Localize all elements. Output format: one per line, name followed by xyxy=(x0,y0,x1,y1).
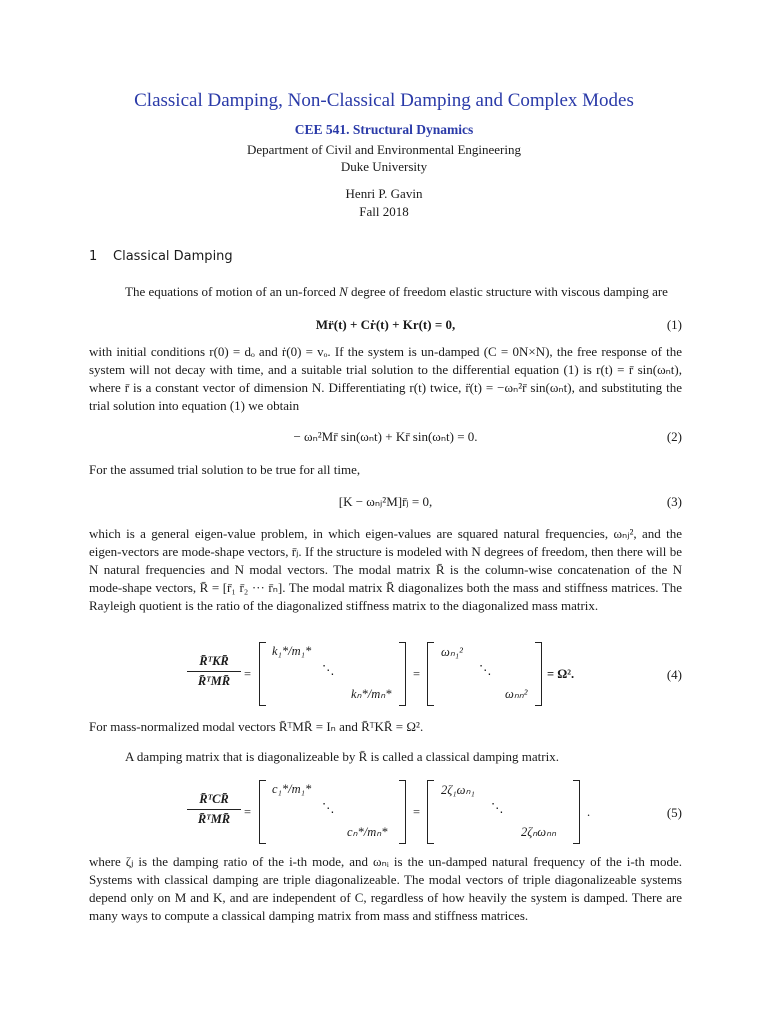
paragraph-5: For mass-normalized modal vectors R̄ᵀMR̄ = Iₙ and R̄ᵀKR̄ = Ω². xyxy=(89,719,424,734)
matrix-entry-z1: 2ζ₁ωₙ₁ xyxy=(441,783,475,797)
term: Fall 2018 xyxy=(359,204,409,219)
right-bracket xyxy=(573,780,580,844)
equation-3-number: (3) xyxy=(666,494,682,509)
paragraph-1: The equations of motion of an un-forced N degree of freedom elastic structure with viscous damping are xyxy=(125,284,668,299)
equation-4-number: (4) xyxy=(666,667,682,682)
equation-5-numerator: R̄ᵀCR̄ xyxy=(199,792,229,806)
equation-3 xyxy=(89,494,682,514)
paragraph-1-text-a: The equations of motion of an un-forced xyxy=(125,284,340,299)
department: Department of Civil and Environmental Engineering xyxy=(246,142,521,157)
paragraph-6: A damping matrix that is diagonalizeable by R̄ is called a classical damping matrix. xyxy=(125,749,559,764)
equation-2-number: (2) xyxy=(666,429,682,444)
equation-5-fraction xyxy=(187,792,241,827)
matrix-entry-w1: ωₙ₁² xyxy=(441,645,463,659)
paragraph-3: For the assumed trial solution to be true for all time, xyxy=(89,462,361,477)
equation-5-eq-sign-2: = xyxy=(413,805,421,819)
course-name: CEE 541. Structural Dynamics xyxy=(294,122,474,137)
matrix-entry-k1: k₁*/m₁* xyxy=(272,644,312,658)
left-bracket xyxy=(427,780,434,844)
equation-4-rhs: = Ω². xyxy=(547,667,575,681)
equation-5 xyxy=(89,778,682,848)
ddots: ⋱ xyxy=(322,801,335,815)
matrix-entry-c1: c₁*/m₁* xyxy=(272,782,312,796)
paper-title: Classical Damping, Non-Classical Damping and Complex Modes xyxy=(134,90,634,111)
ddots: ⋱ xyxy=(322,663,335,677)
equation-2-body: − ωₙ²Mr̄ sin(ωₙt) + Kr̄ sin(ωₙt) = 0. xyxy=(293,429,478,444)
equation-5-eq-sign-1: = xyxy=(244,805,252,819)
equation-4-fraction xyxy=(187,654,241,689)
left-bracket xyxy=(427,642,434,706)
section-number: 1 xyxy=(89,249,98,264)
ddots: ⋱ xyxy=(491,801,504,815)
equation-5-number: (5) xyxy=(666,805,682,820)
equation-4-numerator: R̄ᵀKR̄ xyxy=(199,654,229,668)
right-bracket xyxy=(535,642,542,706)
equation-1-body: Mr̈(t) + Cṙ(t) + Kr(t) = 0, xyxy=(315,317,456,332)
author: Henri P. Gavin xyxy=(345,186,423,201)
university: Duke University xyxy=(340,159,428,174)
matrix-entry-kN: kₙ*/mₙ* xyxy=(351,687,392,701)
equation-4 xyxy=(89,640,682,710)
left-bracket xyxy=(259,642,266,706)
paragraph-7: where ζⱼ is the damping ratio of the i-th mode, and ωₙᵢ is the un-damped natural frequency of the i-th mode. Systems with classical damping are triple diagonalizeable. The modal vectors of triple diagonalizeable systems depend only on M and K, and are independent of C, regardless of how heavily the system is damped. There are many ways to compute a classical damping matrix from mass and stiffness matrices. xyxy=(89,854,682,923)
equation-4-eq-sign-2: = xyxy=(413,667,421,681)
paragraph-1-text-b: degree of freedom elastic structure with viscous damping are xyxy=(347,284,668,299)
equation-4-denominator: R̄ᵀMR̄ xyxy=(197,674,231,688)
matrix-entry-wN: ωₙₙ² xyxy=(505,687,528,701)
equation-5-denominator: R̄ᵀMR̄ xyxy=(197,812,231,826)
equation-3-body: [K − ωₙⱼ²M]r̄ⱼ = 0, xyxy=(338,494,433,509)
equation-2 xyxy=(89,429,682,449)
section-heading xyxy=(89,249,233,264)
equation-1 xyxy=(89,317,682,337)
paragraph-4: which is a general eigen-value problem, in which eigen-values are squared natural frequencies, ωₙⱼ², and the eigen-vectors are mode-shape vectors, r̄ⱼ. If the structure is modeled with N degrees of freedom, then there will be N natural frequencies and N modal vectors. The modal matrix R̄ is the column-wise concatenation of the N mode-shape vectors, R̄ = [r̄₁ r̄₂ ··· r̄ₙ]. The modal matrix R̄ diagonalizes both the mass and stiffness matrices. The Rayleigh quotient is the ratio of the diagonalized stiffness matrix to the diagonalized mass matrix. xyxy=(89,526,682,613)
matrix-entry-cN: cₙ*/mₙ* xyxy=(347,825,388,839)
equation-4-eq-sign-1: = xyxy=(244,667,252,681)
ddots: ⋱ xyxy=(479,663,492,677)
right-bracket xyxy=(399,642,406,706)
equation-5-rhs: . xyxy=(587,805,591,819)
right-bracket xyxy=(399,780,406,844)
section-title: Classical Damping xyxy=(113,249,233,264)
matrix-entry-zN: 2ζₙωₙₙ xyxy=(521,825,557,839)
equation-1-number: (1) xyxy=(666,317,682,332)
paragraph-2: with initial conditions r(0) = dₒ and ṙ(0) = vₒ. If the system is un-damped (C = 0N×N), the free response of the system will not decay with time, and a suitable trial solution to the differential equation (1) is r(t) = r̄ sin(ωₙt), where r̄ is a constant vector of dimension N. Differentiating r(t) twice, r̈(t) = −ωₙ²r̄ sin(ωₙt), and substituting the trial solution into equation (1) we obtain xyxy=(89,344,682,413)
left-bracket xyxy=(259,780,266,844)
